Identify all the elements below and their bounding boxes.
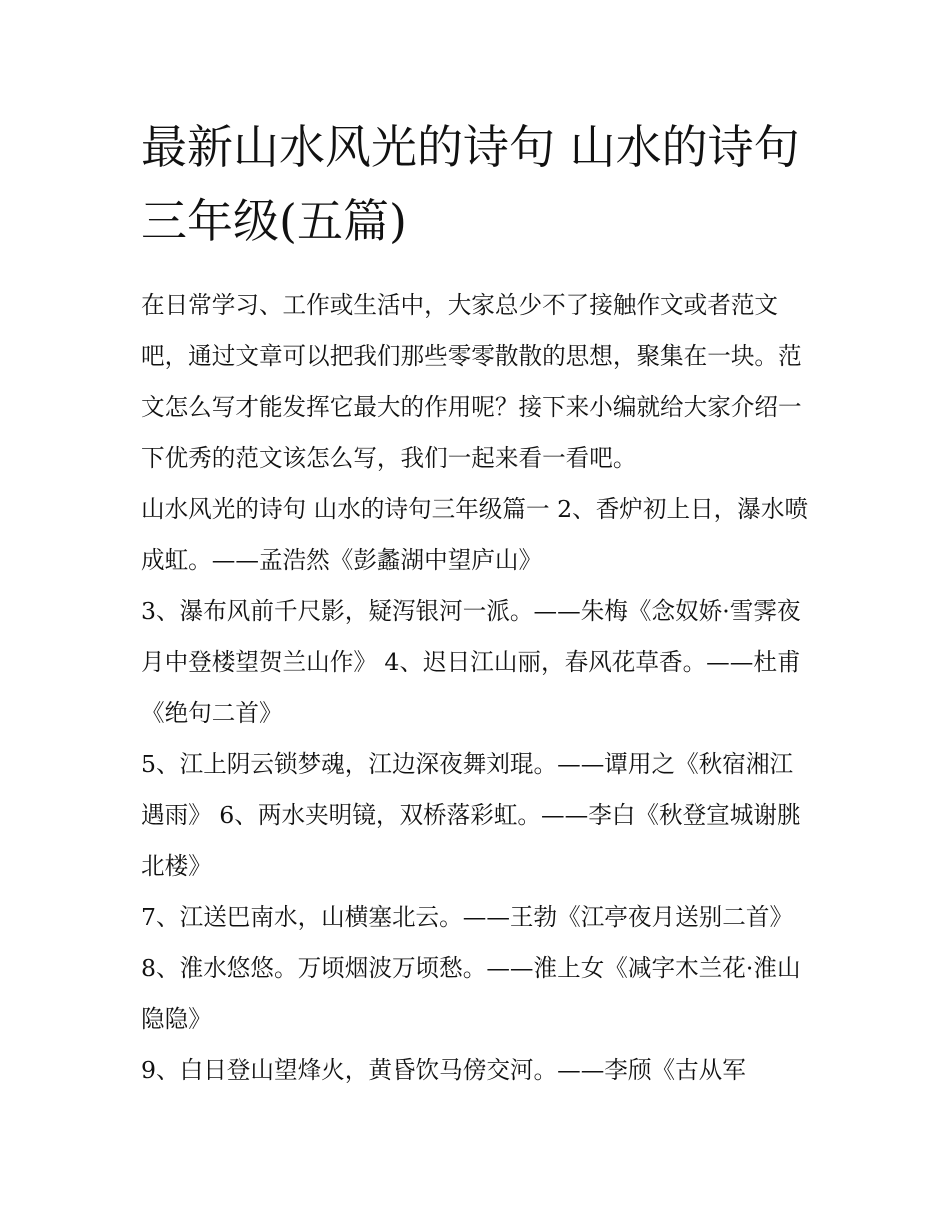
paragraph-poem-2: 3、瀑布风前千尺影，疑泻银河一派。——朱梅《念奴娇·雪霁夜月中登楼望贺兰山作》 4、迟日江山丽，春风花草香。——杜甫《绝句二首》 xyxy=(141,597,801,727)
document-title: 最新山水风光的诗句 山水的诗句三年级(五篇) xyxy=(141,120,800,248)
paragraph-poem-3: 5、江上阴云锁梦魂，江边深夜舞刘琨。——谭用之《秋宿湘江遇雨》 6、两水夹明镜，双桥落彩虹。——李白《秋登宣城谢朓北楼》 xyxy=(141,750,801,880)
document-content xyxy=(141,110,816,1096)
paragraph-poem-5: 9、白日登山望烽火，黄昏饮马傍交河。——李颀《古从军 xyxy=(141,1056,746,1084)
paragraph-poem-1: 山水风光的诗句 山水的诗句三年级篇一 2、香炉初上日，瀑水喷成虹。——孟浩然《彭蠡湖中望庐山》 xyxy=(141,495,809,574)
paragraph-poem-4: 7、江送巴南水，山横塞北云。——王勃《江亭夜月送别二首》 8、淮水悠悠。万顷烟波万顷愁。——淮上女《减字木兰花·淮山隐隐》 xyxy=(141,903,801,1033)
paragraph-intro: 在日常学习、工作或生活中，大家总少不了接触作文或者范文吧，通过文章可以把我们那些零零散散的思想，聚集在一块。范文怎么写才能发挥它最大的作用呢？接下来小编就给大家介绍一下优秀的范文该怎么写，我们一起来看一看吧。 xyxy=(141,291,802,472)
document-body xyxy=(141,280,816,1096)
